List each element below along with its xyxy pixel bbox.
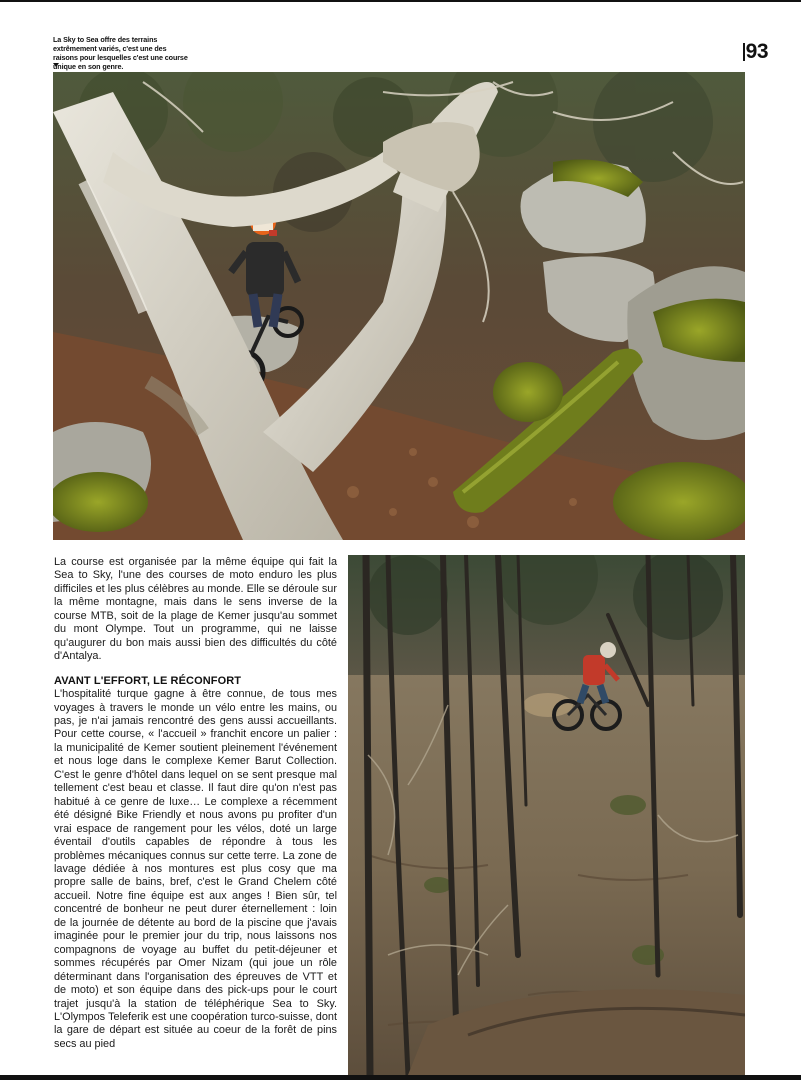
article-body: L'hospitalité turque gagne à être connue, de tous mes voyages à travers le monde un vélo entre les mains, ou pas, je n'ai jamais rencontré des gens aussi accueillants. Pour cette course, « l'accueil » franchit encore un palier : la municipalité de Kemer soutient pleinement l'événement et nous loge dans le complexe Kemer Barut Collection. C'est le genre d'hôtel dans lequel on se sent presque mal tellement c'est beau et classe. Il faut dire qu'on n'est pas habitué à ce genre de luxe… Le complexe a récemment été désigné Bike Friendly et nous avons pu profiter d'un vrai espace de rangement pour les vélos, doté un large éventail d'outils capables de répondre à tous les problèmes mécaniques connus sur cette terre. La zone de lavage dédiée à nos montures est plus cosy que ma propre salle de bains, bref, c'est le Grand Chelem côté accueil. Notre fine équipe est aux anges ! Bien sûr, tel concentré de bonheur ne peut durer éternellement : loin de la journée de détente au bord de la piscine que j'avais imaginée pour le premier jour du trip, nous laissons nos compagnons de voyage au buffet du petit-déjeuner et sommes récupérés par Omer Nizam (qui joue un rôle déterminant dans l'organisation des épreuves de VTT et de moto) et son équipe dans des pick-ups pour le court trajet jusqu'à la station de téléphérique Sea to Sky. L'Olympos Teleferik est une coopération turco-suisse, dont la gare de départ est située au coeur de la forêt de pins secs au pied	[54, 688, 337, 1050]
caption-pointer-icon	[53, 63, 59, 67]
section-heading: AVANT L'EFFORT, LE RÉCONFORT	[54, 674, 242, 687]
top-rule	[0, 0, 801, 2]
photo-rider-pine-forest	[348, 555, 745, 1075]
page-number: 93	[745, 40, 768, 63]
bottom-rule	[0, 1075, 801, 1080]
photo-rider-boulders	[53, 72, 745, 540]
article-text-column	[54, 556, 337, 1051]
photo-caption: La Sky to Sea offre des terrains extrêmement variés, c'est une des raisons pour lesquelles c'est une course unique en son genre.	[53, 35, 188, 71]
article-intro: La course est organisée par la même équipe qui fait la Sea to Sky, l'une des courses de moto enduro les plus difficiles et les plus célèbres au monde. Elle se déroule sur la même montagne, mais dans le sens inverse de la course MTB, soit de la plage de Kemer jusqu'au sommet du mont Olympe. Tout un programme, qui ne laisse qu'augurer du bon mais aussi bien des difficultés du côté d'Antalya.	[54, 556, 337, 663]
